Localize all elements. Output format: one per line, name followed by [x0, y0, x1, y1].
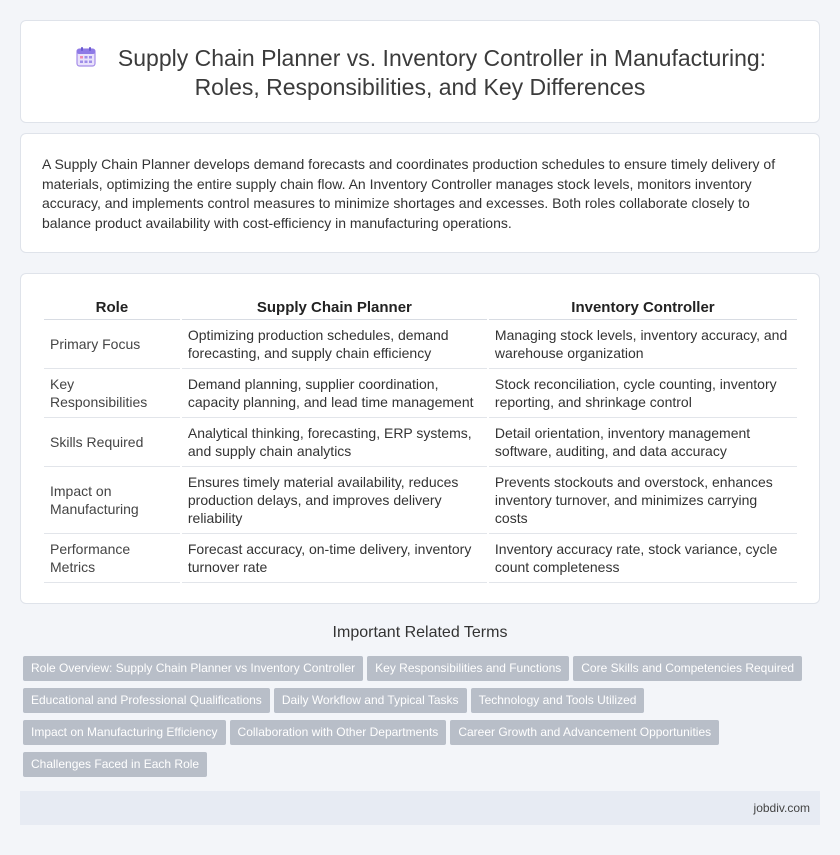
related-tag-core-skills[interactable]: Core Skills and Competencies Required: [573, 656, 802, 681]
row-planner-cell: Demand planning, supplier coordination, capacity planning, and lead time management: [182, 369, 487, 418]
row-controller-cell: Managing stock levels, inventory accuracy, and warehouse organization: [489, 320, 797, 369]
related-tag-challenges[interactable]: Challenges Faced in Each Role: [23, 752, 207, 777]
row-role-cell: Skills Required: [44, 418, 180, 467]
related-tag-role-overview[interactable]: Role Overview: Supply Chain Planner vs Inventory Controller: [23, 656, 363, 681]
related-tag-technology-tools[interactable]: Technology and Tools Utilized: [471, 688, 645, 713]
related-tag-key-responsibilities[interactable]: Key Responsibilities and Functions: [367, 656, 569, 681]
row-controller-cell: Stock reconciliation, cycle counting, inventory reporting, and shrinkage control: [489, 369, 797, 418]
table-row: [44, 534, 797, 583]
calendar-icon: [74, 45, 98, 69]
related-terms-tags: [23, 656, 823, 784]
footer: [20, 791, 820, 825]
row-role-cell: Impact on Manufacturing: [44, 467, 180, 534]
row-role-cell: Performance Metrics: [44, 534, 180, 583]
table-row: [44, 467, 797, 534]
header-card: [20, 20, 820, 123]
footer-site-link[interactable]: jobdiv.com: [753, 801, 810, 815]
row-controller-cell: Detail orientation, inventory management software, auditing, and data accuracy: [489, 418, 797, 467]
row-planner-cell: Analytical thinking, forecasting, ERP systems, and supply chain analytics: [182, 418, 487, 467]
row-planner-cell: Forecast accuracy, on-time delivery, inventory turnover rate: [182, 534, 487, 583]
title-line-1: Supply Chain Planner vs. Inventory Controller in Manufacturing:: [117, 45, 767, 71]
related-tag-qualifications[interactable]: Educational and Professional Qualifications: [23, 688, 270, 713]
table-row: [44, 418, 797, 467]
related-tag-manufacturing-efficiency[interactable]: Impact on Manufacturing Efficiency: [23, 720, 226, 745]
related-tag-daily-workflow[interactable]: Daily Workflow and Typical Tasks: [274, 688, 467, 713]
comparison-card: [20, 273, 820, 604]
row-controller-cell: Inventory accuracy rate, stock variance, cycle count completeness: [489, 534, 797, 583]
intro-card: [20, 133, 820, 253]
comparison-table: [42, 296, 799, 583]
row-planner-cell: Ensures timely material availability, reduces production delays, and improves delivery reliability: [182, 467, 487, 534]
table-row: [44, 320, 797, 369]
table-header-row: [44, 296, 797, 320]
related-tag-career-growth[interactable]: Career Growth and Advancement Opportunities: [450, 720, 719, 745]
related-terms-title: Important Related Terms: [332, 624, 508, 641]
header-supply-chain-planner: Supply Chain Planner: [182, 296, 487, 320]
page-title: [21, 44, 819, 102]
table-row: [44, 369, 797, 418]
header-role: Role: [44, 296, 180, 320]
row-planner-cell: Optimizing production schedules, demand forecasting, and supply chain efficiency: [182, 320, 487, 369]
related-tag-collaboration[interactable]: Collaboration with Other Departments: [230, 720, 447, 745]
title-line-2: Roles, Responsibilities, and Key Differences: [194, 74, 646, 100]
row-role-cell: Primary Focus: [44, 320, 180, 369]
intro-paragraph: A Supply Chain Planner develops demand forecasts and coordinates production schedules to ensure timely delivery of materials, optimizing the entire supply chain flow. An Inventory Controller manages stock levels, monitors inventory accuracy, and implements control measures to minimize shortages and excesses. Both roles collaborate closely to balance product availability with cost-efficiency in manufacturing operations.: [42, 156, 776, 231]
row-controller-cell: Prevents stockouts and overstock, enhances inventory turnover, and minimizes carrying costs: [489, 467, 797, 534]
header-inventory-controller: Inventory Controller: [489, 296, 797, 320]
row-role-cell: Key Responsibilities: [44, 369, 180, 418]
